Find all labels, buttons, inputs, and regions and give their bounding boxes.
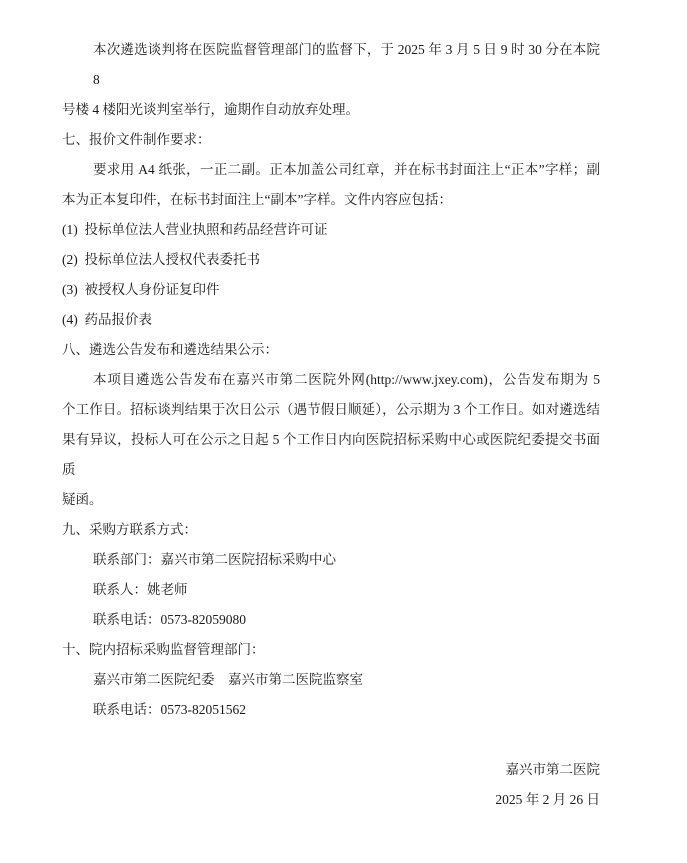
paragraph-line: 要求用 A4 纸张，一正二副。正本加盖公司红章，并在标书封面注上“正本”字样；副 xyxy=(93,162,600,177)
spacer xyxy=(62,725,600,755)
section-heading: 九、采购方联系方式： xyxy=(62,522,197,537)
contact-line: 联系电话：0573-82051562 xyxy=(93,702,246,717)
contact-line: 嘉兴市第二医院纪委 嘉兴市第二医院监察室 xyxy=(93,672,363,687)
list-item: (3) 被授权人身份证复印件 xyxy=(62,282,220,297)
contact-line: 联系人：姚老师 xyxy=(93,582,188,597)
document-body xyxy=(62,35,604,815)
paragraph-line: 本为正本复印件，在标书封面注上“副本”字样。文件内容应包括： xyxy=(62,192,452,207)
list-item: (2) 投标单位法人授权代表委托书 xyxy=(62,252,260,267)
paragraph-line: 本次遴选谈判将在医院监督管理部门的监督下，于 2025 年 3 月 5 日 9 时 30 分在本院 8 xyxy=(93,42,604,87)
paragraph-line: 果有异议，投标人可在公示之日起 5 个工作日内向医院招标采购中心或医院纪委提交书面质 xyxy=(62,432,600,477)
paragraph-line: 疑函。 xyxy=(62,492,103,507)
paragraph-line: 个工作日。招标谈判结果于次日公示（遇节假日顺延），公示期为 3 个工作日。如对遴选结 xyxy=(62,402,600,417)
list-item: (1) 投标单位法人营业执照和药品经营许可证 xyxy=(62,222,328,237)
paragraph-line: 号楼 4 楼阳光谈判室举行，逾期作自动放弃处理。 xyxy=(62,102,359,117)
contact-line: 联系电话：0573-82059080 xyxy=(93,612,246,627)
paragraph-line: 本项目遴选公告发布在嘉兴市第二医院外网(http://www.jxey.com)，公告发布期为 5 xyxy=(93,372,600,387)
contact-line: 联系部门：嘉兴市第二医院招标采购中心 xyxy=(93,552,336,567)
section-heading: 十、院内招标采购监督管理部门： xyxy=(62,642,265,657)
section-heading: 八、遴选公告发布和遴选结果公示： xyxy=(62,342,278,357)
list-item: (4) 药品报价表 xyxy=(62,312,152,327)
section-heading: 七、报价文件制作要求： xyxy=(62,132,211,147)
signature-org: 嘉兴市第二医院 xyxy=(505,762,600,777)
signature-date: 2025 年 2 月 26 日 xyxy=(495,792,600,807)
